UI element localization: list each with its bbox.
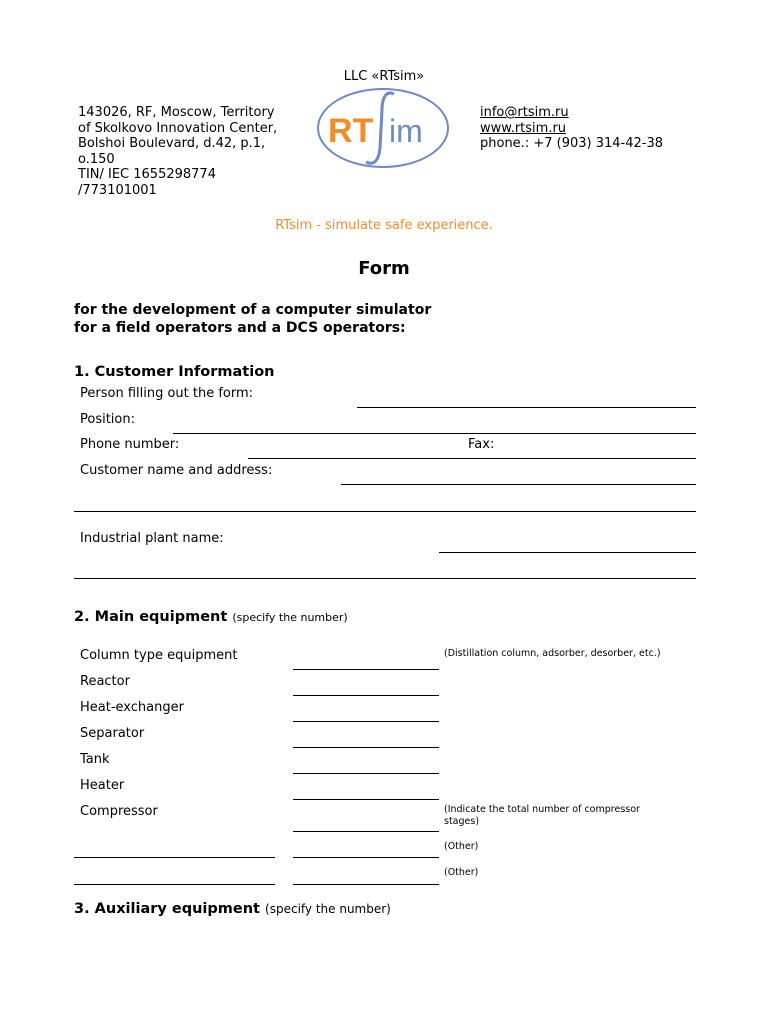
website-link[interactable]: www.rtsim.ru (480, 120, 567, 136)
equipment-count-field[interactable] (293, 721, 439, 722)
compressor-note (444, 804, 640, 827)
equipment-label: Tank (80, 752, 110, 767)
plant-field-line-2[interactable] (74, 578, 696, 579)
equipment-count-field[interactable] (293, 799, 439, 800)
position-label: Position: (80, 412, 135, 427)
compressor-note-line: (Indicate the total number of compressor (444, 804, 640, 815)
phone-fax-field[interactable] (248, 458, 696, 459)
other-note: (Other) (444, 867, 479, 878)
equipment-label: Heater (80, 778, 125, 793)
equipment-label: Reactor (80, 674, 130, 689)
section-3-title (74, 901, 391, 917)
address-line: /773101001 (78, 182, 157, 198)
customer-field-line-2[interactable] (74, 511, 696, 512)
equipment-count-field[interactable] (293, 747, 439, 748)
equipment-count-field[interactable] (293, 831, 439, 832)
equipment-count-field[interactable] (293, 695, 439, 696)
customer-label: Customer name and address: (80, 463, 273, 478)
other-count-field[interactable] (293, 884, 439, 885)
form-title: Form (358, 258, 410, 279)
logo-text-im: im (389, 113, 423, 149)
phone-label: Phone number: (80, 437, 180, 452)
logo-text-rt: RT (328, 112, 374, 150)
section-3-heading: 3. Auxiliary equipment (74, 901, 260, 917)
other-count-field[interactable] (293, 857, 439, 858)
plant-field[interactable] (439, 552, 696, 553)
customer-field[interactable] (341, 484, 696, 485)
section-2-hint: (specify the number) (232, 611, 348, 624)
equipment-count-field[interactable] (293, 669, 439, 670)
equipment-label: Separator (80, 726, 145, 741)
fax-label: Fax: (468, 437, 495, 452)
address-line: 143026, RF, Moscow, Territory (78, 105, 275, 120)
address-line: o.150 (78, 151, 115, 167)
equipment-label: Heat-exchanger (80, 700, 184, 715)
other-name-field[interactable] (74, 884, 275, 885)
rtsim-logo (316, 86, 450, 170)
phone-number: phone.: +7 (903) 314-42-38 (480, 136, 663, 151)
other-note: (Other) (444, 841, 479, 852)
plant-label: Industrial plant name: (80, 531, 224, 546)
column-note: (Distillation column, adsorber, desorber, etc.) (444, 648, 661, 659)
section-2-title (74, 609, 348, 625)
email-link[interactable]: info@rtsim.ru (480, 105, 569, 120)
equipment-label: Column type equipment (80, 648, 238, 663)
person-field[interactable] (357, 407, 696, 408)
section-2-heading: 2. Main equipment (74, 609, 228, 625)
address-line: TIN/ IEC 1655298774 (78, 167, 216, 182)
tagline: RTsim - simulate safe experience. (275, 218, 493, 233)
equipment-count-field[interactable] (293, 773, 439, 774)
person-label: Person filling out the form: (80, 386, 254, 401)
equipment-label: Compressor (80, 804, 158, 819)
section-1-title: 1. Customer Information (74, 364, 275, 380)
compressor-note-line: stages) (444, 815, 480, 827)
address-line: Bolshoi Boulevard, d.42, p.1, (78, 136, 266, 151)
section-3-hint: (specify the number) (265, 902, 391, 916)
position-field[interactable] (173, 433, 696, 434)
subtitle-line: for the development of a computer simulator (74, 302, 432, 318)
subtitle-line: for a field operators and a DCS operators: (74, 319, 406, 336)
company-address (78, 105, 277, 198)
contact-info (480, 105, 663, 152)
address-line: of Skolkovo Innovation Center, (78, 120, 278, 136)
company-name: LLC «RTsim» (343, 69, 425, 84)
form-subtitle (74, 302, 431, 337)
other-name-field[interactable] (74, 857, 275, 858)
